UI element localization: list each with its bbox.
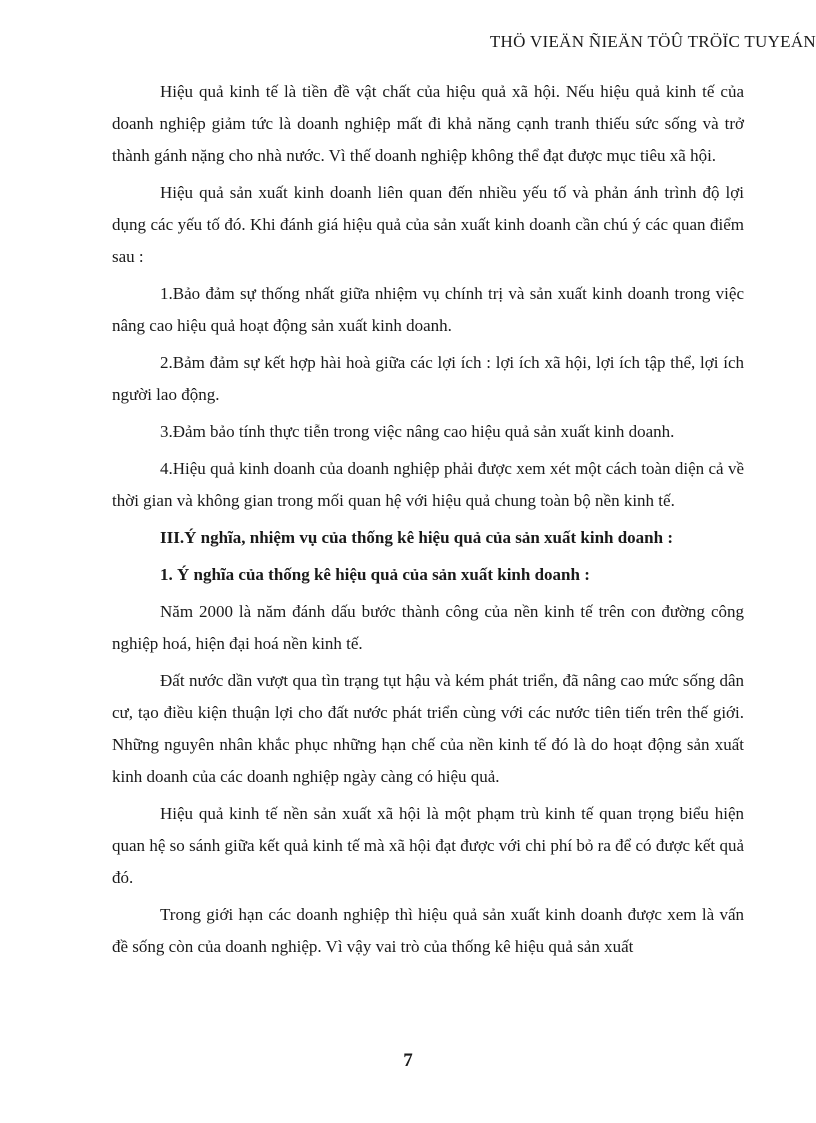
body-text (112, 76, 744, 963)
paragraph: 4.Hiệu quả kinh doanh của doanh nghiệp phải được xem xét một cách toàn diện cả về thời gian và không gian trong mối quan hệ với hiệu quả chung toàn bộ nền kinh tế. (112, 459, 744, 510)
paragraph: 1.Bảo đảm sự thống nhất giữa nhiệm vụ chính trị và sản xuất kinh doanh trong việc nâng cao hiệu quả hoạt động sản xuất kinh doanh. (112, 284, 744, 335)
paragraph: 3.Đảm bảo tính thực tiễn trong việc nâng cao hiệu quả sản xuất kinh doanh. (160, 422, 675, 441)
running-header: THÖ VIEÄN ÑIEÄN TÖÛ TRÖÏC TUYEÁN (489, 32, 816, 51)
page-number: 7 (403, 1050, 413, 1071)
paragraph: Hiệu quả kinh tế là tiền đề vật chất của hiệu quả xã hội. Nếu hiệu quả kinh tế của doanh nghiệp giảm tức là doanh nghiệp mất đi khả năng cạnh tranh thiếu sức sống và trở thành gánh nặng cho nhà nước. Vì thế doanh nghiệp không thể đạt được mục tiêu xã hội. (112, 82, 744, 165)
subsection-heading: 1. Ý nghĩa của thống kê hiệu quả của sản xuất kinh doanh : (160, 565, 590, 584)
paragraph: 2.Bảm đảm sự kết hợp hài hoà giữa các lợi ích : lợi ích xã hội, lợi ích tập thể, lợi ích người lao động. (112, 353, 744, 404)
paragraph: Năm 2000 là năm đánh dấu bước thành công của nền kinh tế trên con đường công nghiệp hoá, hiện đại hoá nền kinh tế. (112, 602, 744, 653)
paragraph: Hiệu quả kinh tế nền sản xuất xã hội là một phạm trù kinh tế quan trọng biểu hiện quan hệ so sánh giữa kết quả kinh tế mà xã hội đạt được với chi phí bỏ ra để có được kết quả đó. (112, 804, 744, 887)
paragraph: Hiệu quả sản xuất kinh doanh liên quan đến nhiều yếu tố và phản ánh trình độ lợi dụng các yếu tố đó. Khi đánh giá hiệu quả của sản xuất kinh doanh cần chú ý các quan điểm sau : (112, 183, 744, 266)
section-heading: III.Ý nghĩa, nhiệm vụ của thống kê hiệu quả của sản xuất kinh doanh : (160, 528, 674, 547)
paragraph: Trong giới hạn các doanh nghiệp thì hiệu quả sản xuất kinh doanh được xem là vấn đề sống còn của doanh nghiệp. Vì vậy vai trò của thống kê hiệu quả sản xuất (112, 905, 744, 956)
paragraph: Đất nước dần vượt qua tìn trạng tụt hậu và kém phát triển, đã nâng cao mức sống dân cư, tạo điều kiện thuận lợi cho đất nước phát triển cùng với các nước tiên tiến trên thế giới. Những nguyên nhân khắc phục những hạn chế của nền kinh tế đó là do hoạt động sản xuất kinh doanh của các doanh nghiệp ngày càng có hiệu quả. (112, 671, 744, 786)
